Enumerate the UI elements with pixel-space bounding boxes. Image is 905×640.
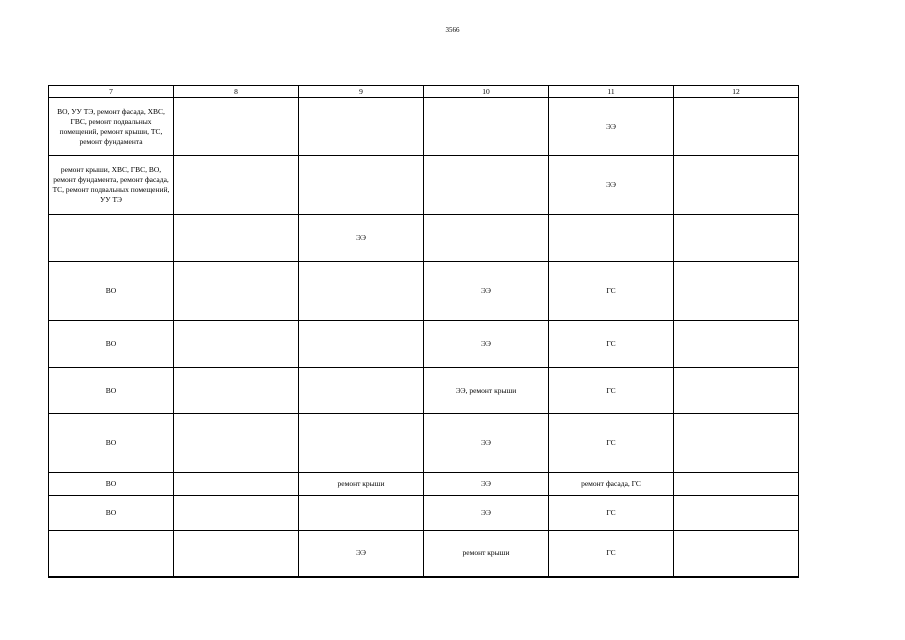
table-cell: ГС <box>549 414 674 473</box>
table-row <box>49 368 799 414</box>
column-header-12: 12 <box>674 86 799 98</box>
table-row <box>49 496 799 531</box>
table-row <box>49 98 799 156</box>
table-cell <box>424 156 549 215</box>
table-row <box>49 321 799 368</box>
table-cell: ремонт фасада, ГС <box>549 473 674 496</box>
data-table <box>48 85 799 578</box>
table-cell: ГС <box>549 496 674 531</box>
table-row <box>49 531 799 577</box>
column-header-7: 7 <box>49 86 174 98</box>
table-row <box>49 215 799 262</box>
table-cell <box>674 98 799 156</box>
table-cell: ремонт крыши <box>424 531 549 577</box>
table-cell <box>674 414 799 473</box>
table-cell <box>174 215 299 262</box>
column-header-8: 8 <box>174 86 299 98</box>
table-cell <box>674 262 799 321</box>
table-header-row <box>49 86 799 98</box>
table-cell: ВО <box>49 321 174 368</box>
table-cell <box>299 414 424 473</box>
table-cell <box>674 156 799 215</box>
table-row <box>49 414 799 473</box>
table-cell: ГС <box>549 321 674 368</box>
table-cell: ремонт крыши, ХВС, ГВС, ВО, ремонт фундамента, ремонт фасада, ТС, ремонт подвальных помещений, УУ ТЭ <box>49 156 174 215</box>
table-cell: ЭЭ, ремонт крыши <box>424 368 549 414</box>
table-cell <box>299 262 424 321</box>
table-cell <box>674 496 799 531</box>
table-cell: ГС <box>549 368 674 414</box>
table-cell: ЭЭ <box>299 531 424 577</box>
table-row <box>49 473 799 496</box>
table-cell <box>174 368 299 414</box>
table-cell: ЭЭ <box>424 321 549 368</box>
table-cell <box>424 98 549 156</box>
table-cell: ВО, УУ ТЭ, ремонт фасада, ХВС, ГВС, ремонт подвальных помещений, ремонт крыши, ТС, ремонт фундамента <box>49 98 174 156</box>
table-cell: ВО <box>49 414 174 473</box>
table-cell <box>674 321 799 368</box>
table-cell: ЭЭ <box>424 414 549 473</box>
table-cell: ГС <box>549 262 674 321</box>
table-cell <box>49 531 174 577</box>
table-cell <box>174 473 299 496</box>
table-cell <box>299 156 424 215</box>
table-cell <box>49 215 174 262</box>
page-number: 3566 <box>445 26 460 34</box>
table-cell <box>299 368 424 414</box>
table-cell <box>174 262 299 321</box>
table-cell <box>674 531 799 577</box>
column-header-9: 9 <box>299 86 424 98</box>
table-row <box>49 156 799 215</box>
table-cell: ЭЭ <box>549 98 674 156</box>
table-cell: ВО <box>49 368 174 414</box>
column-header-10: 10 <box>424 86 549 98</box>
table-cell <box>549 215 674 262</box>
column-header-11: 11 <box>549 86 674 98</box>
table-cell: ЭЭ <box>424 262 549 321</box>
table-cell: ВО <box>49 496 174 531</box>
table-cell: ВО <box>49 473 174 496</box>
table-cell: ГС <box>549 531 674 577</box>
table-cell <box>174 156 299 215</box>
table-cell <box>299 496 424 531</box>
table-cell <box>424 215 549 262</box>
table-cell: ЭЭ <box>549 156 674 215</box>
table-cell: ЭЭ <box>424 496 549 531</box>
table-cell <box>174 496 299 531</box>
table-cell <box>174 321 299 368</box>
table-cell <box>674 473 799 496</box>
table-cell <box>174 98 299 156</box>
table-cell: ремонт крыши <box>299 473 424 496</box>
table-cell <box>299 98 424 156</box>
table-cell <box>674 368 799 414</box>
table-cell <box>174 531 299 577</box>
table-cell: ВО <box>49 262 174 321</box>
table-cell <box>299 321 424 368</box>
table-cell <box>674 215 799 262</box>
table-cell <box>174 414 299 473</box>
table-cell: ЭЭ <box>424 473 549 496</box>
table-row <box>49 262 799 321</box>
table-cell: ЭЭ <box>299 215 424 262</box>
